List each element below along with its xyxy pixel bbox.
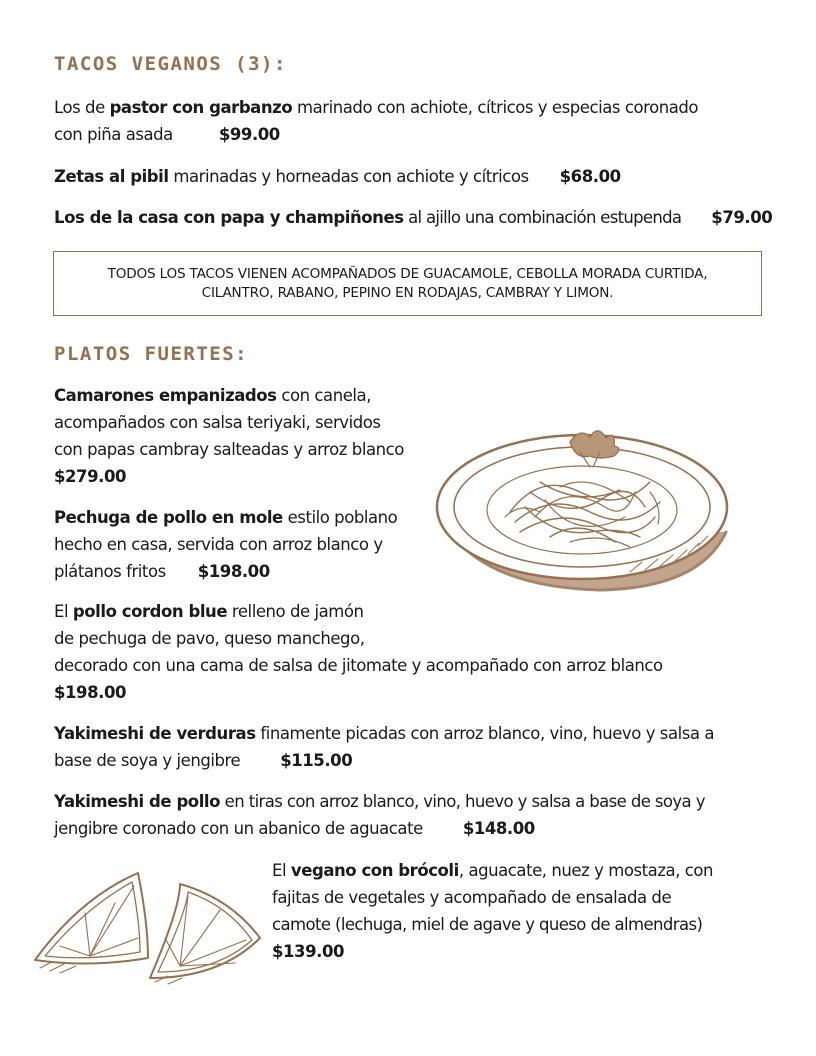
item-prefix: El (54, 602, 73, 621)
menu-item-camarones (54, 382, 444, 490)
tacos-notice-text: TODOS LOS TACOS VIENEN ACOMPAÑADOS DE GUACAMOLE, CEBOLLA MORADA CURTIDA, CILANTRO, RABANO, PEPINO EN RODAJAS, CAMBRAY Y LIMON. (107, 265, 708, 301)
menu-item-cordon-blue (54, 598, 774, 706)
item-price: $68.00 (559, 167, 621, 186)
item-description-cont: jengibre coronado con un abanico de aguacate (54, 819, 423, 838)
item-description: en tiras con arroz blanco, vino, huevo y salsa a base de soya y (220, 792, 705, 811)
item-name: Zetas al pibil (54, 167, 169, 186)
item-price: $139.00 (272, 942, 345, 961)
tacos-section-heading: TACOS VEGANOS (3): (54, 53, 287, 75)
menu-item-tacos-pastor (54, 94, 774, 148)
menu-item-pechuga-mole (54, 504, 444, 585)
item-price: $198.00 (54, 683, 127, 702)
item-price: $148.00 (462, 819, 535, 838)
item-prefix: Los de (54, 98, 110, 117)
item-description-cont: con piña asada (54, 125, 173, 144)
item-prefix: El (272, 861, 291, 880)
item-description: con canela, (276, 386, 371, 405)
item-description-cont: acompañados con salsa teriyaki, servidos (54, 413, 381, 432)
lime-wedges-illustration (30, 868, 262, 986)
item-description: relleno de jamón (227, 602, 364, 621)
item-description-cont: camote (lechuga, miel de agave y queso de almendras) (272, 915, 703, 934)
item-name: Yakimeshi de verduras (54, 724, 256, 743)
menu-item-zetas-pibil (54, 163, 774, 190)
item-description: al ajillo una combinación estupenda (403, 208, 682, 227)
item-description-cont: con papas cambray salteadas y arroz blanco (54, 440, 404, 459)
item-name: Pechuga de pollo en mole (54, 508, 283, 527)
item-description: , aguacate, nuez y mostaza, con (458, 861, 714, 880)
item-price: $79.00 (711, 208, 773, 227)
menu-item-vegano-brocoli (272, 857, 762, 965)
menu-item-yakimeshi-verduras (54, 720, 784, 774)
menu-item-tacos-casa (54, 204, 784, 231)
item-name: pollo cordon blue (72, 602, 228, 621)
item-name: Yakimeshi de pollo (54, 792, 220, 811)
item-description: finamente picadas con arroz blanco, vino, huevo y salsa a (255, 724, 715, 743)
item-name: Los de la casa con papa y champiñones (54, 208, 404, 227)
item-name: Camarones empanizados (54, 386, 277, 405)
tacos-notice-box (53, 251, 762, 316)
platos-section-heading: PLATOS FUERTES: (54, 343, 249, 365)
menu-item-yakimeshi-pollo (54, 788, 794, 842)
item-name: pastor con garbanzo (109, 98, 293, 117)
item-description: estilo poblano (282, 508, 398, 527)
item-price: $279.00 (54, 467, 127, 486)
item-description-cont: hecho en casa, servida con arroz blanco y (54, 535, 383, 554)
item-description-cont: fajitas de vegetales y acompañado de ensalada de (272, 888, 672, 907)
item-price: $198.00 (197, 562, 270, 581)
item-description-cont: decorado con una cama de salsa de jitomate y acompañado con arroz blanco (54, 656, 663, 675)
item-name: vegano con brócoli (290, 861, 459, 880)
item-description-cont: de pechuga de pavo, queso manchego, (54, 629, 365, 648)
item-price: $99.00 (218, 125, 280, 144)
pasta-plate-illustration (430, 412, 735, 592)
item-description: marinado con achiote, cítricos y especias coronado (292, 98, 699, 117)
item-description-cont: base de soya y jengibre (54, 751, 241, 770)
item-description-cont: plátanos fritos (54, 562, 166, 581)
item-description: marinadas y horneadas con achiote y cítricos (168, 167, 529, 186)
item-price: $115.00 (280, 751, 353, 770)
